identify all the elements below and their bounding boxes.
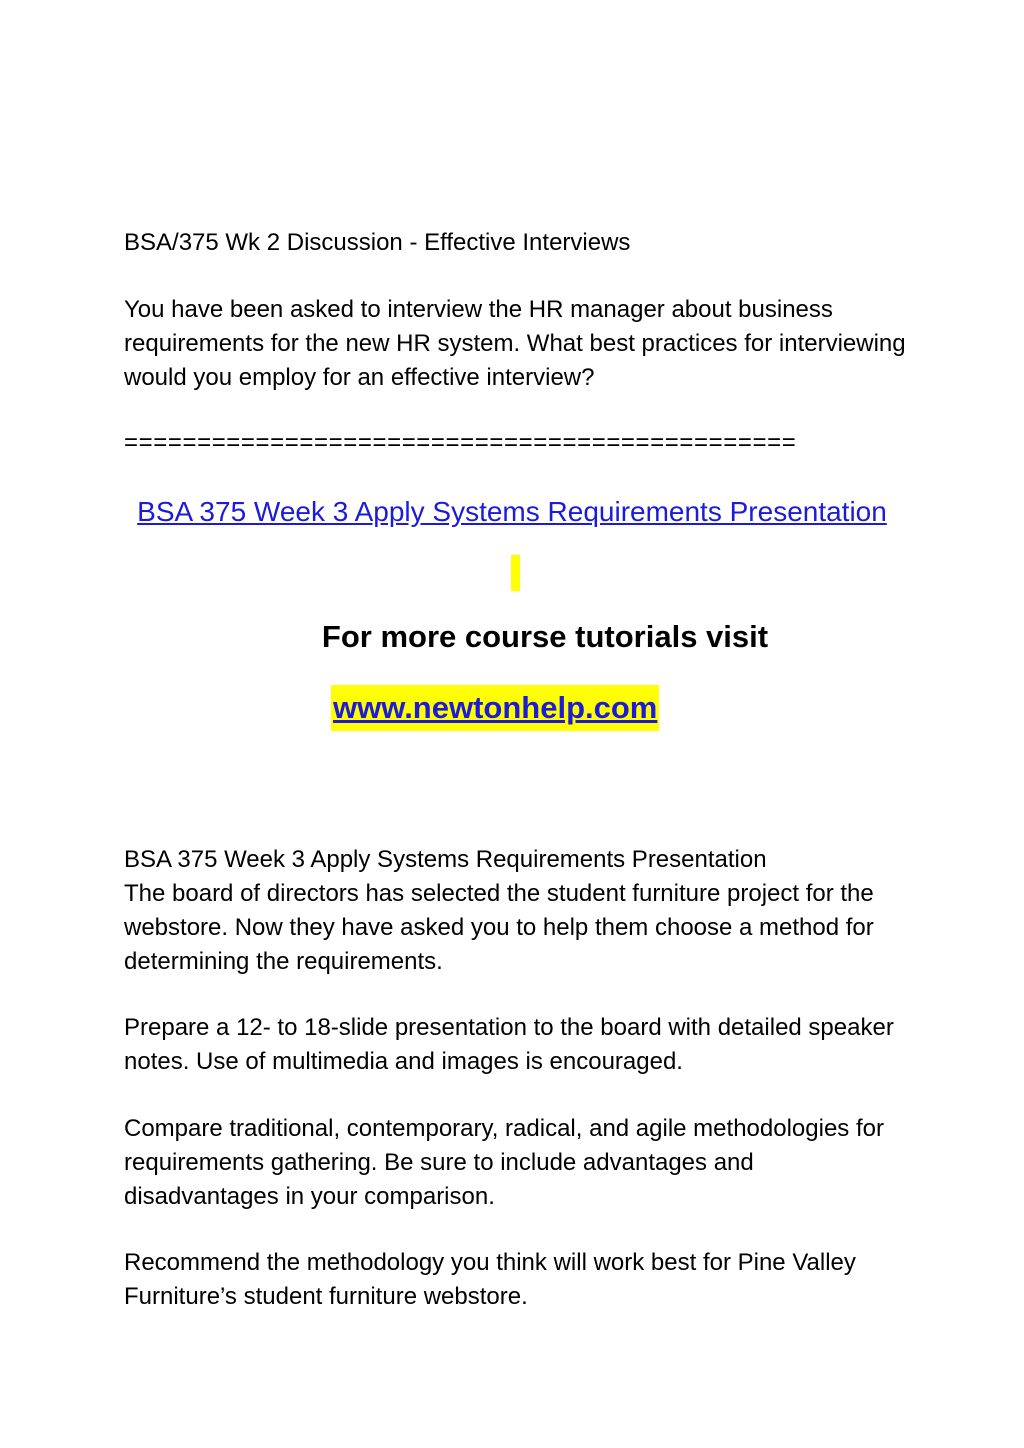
assignment-paragraph: The board of directors has selected the student furniture project for the webstore. Now they have asked you to help them choose a method for determining the requirements.: [124, 880, 874, 975]
promo-website-link[interactable]: www.newtonhelp.com: [333, 690, 658, 725]
assignment-paragraph: Recommend the methodology you think will work best for Pine Valley Furniture’s student furniture webstore.: [124, 1249, 856, 1310]
highlight-cursor-mark: [511, 555, 520, 591]
discussion-title: BSA/375 Wk 2 Discussion - Effective Interviews: [124, 229, 631, 256]
promo-heading: For more course tutorials visit: [321, 619, 769, 654]
assignment-paragraph: Compare traditional, contemporary, radical, and agile methodologies for requirements gathering. Be sure to include advantages and disadvantages in your comparison.: [124, 1115, 884, 1210]
assignment-title: BSA 375 Week 3 Apply Systems Requirements Presentation: [124, 846, 767, 873]
course-link[interactable]: BSA 375 Week 3 Apply Systems Requirements Presentation: [137, 496, 887, 527]
separator-line: ==============================================: [124, 429, 797, 456]
promo-link-highlight: [331, 685, 659, 731]
assignment-paragraph: Prepare a 12- to 18-slide presentation to the board with detailed speaker notes. Use of multimedia and images is encouraged.: [124, 1014, 894, 1075]
discussion-prompt: You have been asked to interview the HR manager about business requirements for the new HR system. What best practices for interviewing would you employ for an effective interview?: [124, 296, 906, 391]
